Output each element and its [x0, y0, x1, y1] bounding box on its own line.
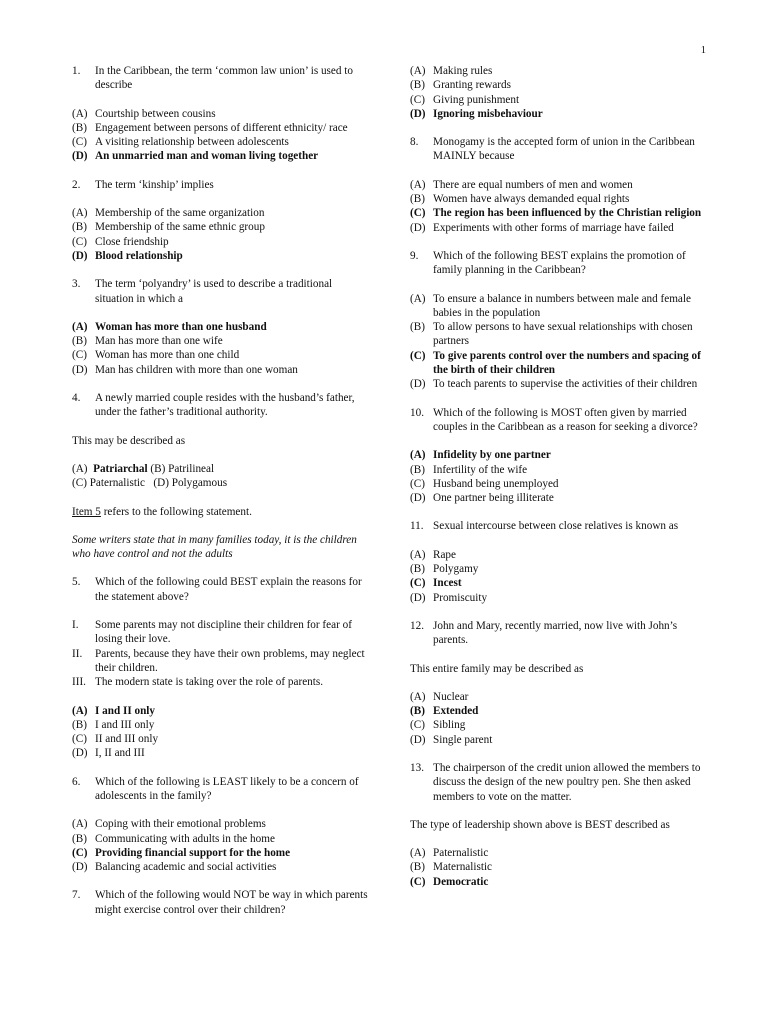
option-letter: (C)	[410, 477, 425, 490]
question-13	[410, 761, 712, 804]
option-d-answer	[410, 107, 712, 121]
option-letter: (A)	[410, 178, 426, 191]
question-text: Which of the following is MOST often given by married couples in the Caribbean as a reason for seeking a divorce?	[433, 406, 698, 433]
option-letter: (B)	[410, 79, 425, 92]
question-3	[72, 277, 372, 306]
described-as-line: This entire family may be described as	[410, 662, 584, 675]
question-number: 4.	[72, 392, 81, 405]
option-letter: (A)	[410, 690, 426, 703]
option-a	[72, 107, 372, 121]
option-letter: (B)	[72, 221, 87, 234]
option-text: Courtship between cousins	[95, 107, 216, 120]
question-number: 7.	[72, 889, 81, 902]
option-c-answer	[72, 846, 372, 860]
option-text: Membership of the same ethnic group	[95, 221, 265, 234]
option-letter: (D)	[410, 107, 426, 120]
option-letter: (A)	[410, 449, 426, 462]
option-letter: (A)	[72, 207, 88, 220]
option-text: The region has been influenced by the Christian religion	[433, 207, 702, 220]
question-text: The chairperson of the credit union allowed the members to discuss the design of the new poultry pen. She then asked members to vote on the matter.	[433, 761, 701, 803]
option-letter: (C)	[410, 207, 426, 220]
option-letter: (C)	[410, 577, 426, 590]
option-a	[410, 690, 712, 704]
option-c-answer	[410, 576, 712, 590]
roman-numeral: III.	[72, 676, 86, 689]
option-text: Infertility of the wife	[433, 463, 528, 476]
roman-item-iii	[72, 675, 372, 689]
options-line-1	[72, 462, 372, 476]
option-text: Close friendship	[95, 235, 169, 248]
option-text: Woman has more than one husband	[95, 320, 267, 333]
option-letter: (C)	[410, 719, 425, 732]
option-letter: (B)	[410, 861, 425, 874]
roman-numeral: II.	[72, 647, 83, 660]
option-text: An unmarried man and woman living together	[95, 150, 319, 163]
option-letter: (B)	[410, 705, 425, 718]
option-d	[72, 363, 372, 377]
option-c	[410, 718, 712, 732]
option-text: Engagement between persons of different ethnicity/ race	[95, 121, 348, 134]
roman-item-ii	[72, 647, 372, 676]
option-letter: (B)	[72, 121, 87, 134]
option-text: Man has more than one wife	[95, 335, 223, 348]
question-text: Which of the following is LEAST likely to be a concern of adolescents in the family?	[95, 775, 359, 802]
option-text: Making rules	[433, 65, 493, 77]
option-letter: (B)	[410, 463, 425, 476]
question-text: Sexual intercourse between close relatives is known as	[433, 520, 679, 533]
option-text: Balancing academic and social activities	[95, 861, 277, 874]
question-number: 10.	[410, 406, 424, 419]
option-text: Nuclear	[433, 690, 469, 703]
option-letter: (C)	[410, 349, 426, 362]
option-a	[72, 817, 372, 831]
option-text: II and III only	[95, 733, 159, 746]
item5-intro	[72, 505, 372, 519]
option-c	[72, 135, 372, 149]
option-letter: (B)	[410, 193, 425, 206]
question-text: Monogamy is the accepted form of union in the Caribbean MAINLY because	[433, 136, 695, 163]
option-text: Giving punishment	[433, 93, 520, 106]
question-text: A newly married couple resides with the husband’s father, under the father’s traditional authority.	[95, 392, 355, 419]
option-b: (B) Patrilineal	[147, 462, 215, 475]
option-letter: (D)	[72, 747, 88, 760]
option-letter: (A)	[72, 462, 94, 475]
option-b	[72, 121, 372, 135]
option-text: I and II only	[95, 704, 156, 717]
option-letter: (B)	[72, 718, 87, 731]
option-c	[410, 93, 712, 107]
option-letter: (C)	[72, 136, 87, 149]
options-line-2: (C) Paternalistic (D) Polygamous	[72, 477, 228, 490]
question-text: Which of the following BEST explains the promotion of family planning in the Caribbean?	[433, 249, 686, 277]
option-text: Incest	[433, 577, 462, 590]
question-number: 1.	[72, 65, 81, 77]
option-a	[410, 64, 712, 78]
question-11	[410, 519, 712, 533]
option-b	[410, 860, 712, 874]
question-text: Which of the following would NOT be way in which parents might exercise control over their children?	[95, 889, 368, 916]
option-letter: (A)	[72, 107, 88, 120]
option-a-answer	[72, 704, 372, 718]
question-number: 11.	[410, 520, 424, 533]
option-letter: (A)	[410, 65, 426, 77]
question-12	[410, 619, 712, 648]
left-column	[72, 64, 372, 917]
option-c	[72, 235, 372, 249]
option-letter: (A)	[72, 704, 88, 717]
option-text: Infidelity by one partner	[433, 449, 551, 462]
question-text: The term ‘polyandry’ is used to describe a traditional situation in which a	[95, 278, 333, 305]
option-letter: (C)	[410, 93, 425, 106]
option-d	[410, 221, 712, 235]
option-letter: (D)	[72, 861, 88, 874]
option-a	[410, 292, 712, 321]
described-as-line: The type of leadership shown above is BEST described as	[410, 818, 670, 831]
option-d	[410, 733, 712, 747]
option-text: Single parent	[433, 733, 493, 746]
option-a	[410, 846, 712, 860]
option-a-answer	[72, 320, 372, 334]
option-b	[72, 718, 372, 732]
option-letter: (C)	[410, 875, 426, 888]
question-number: 6.	[72, 775, 81, 788]
option-b	[72, 220, 372, 234]
question-number: 8.	[410, 136, 419, 149]
option-b	[72, 334, 372, 348]
option-text: One partner being illiterate	[433, 492, 554, 505]
option-b	[410, 78, 712, 92]
option-letter: (C)	[72, 733, 87, 746]
option-letter: (B)	[72, 832, 87, 845]
question-text: In the Caribbean, the term ‘common law union’ is used to describe	[95, 65, 353, 92]
option-text: I, II and III	[95, 747, 145, 760]
option-d	[410, 491, 712, 505]
option-letter: (D)	[410, 492, 426, 505]
question-number: 9.	[410, 249, 419, 262]
option-d	[410, 377, 712, 391]
question-10	[410, 406, 712, 435]
option-text: Democratic	[433, 875, 489, 888]
option-c	[410, 477, 712, 491]
option-a	[410, 548, 712, 562]
question-9	[410, 249, 712, 278]
question-4	[72, 391, 372, 420]
option-letter: (D)	[72, 363, 88, 376]
option-text: Women have always demanded equal rights	[433, 193, 630, 206]
option-text: Maternalistic	[433, 861, 493, 874]
option-d-answer	[72, 249, 372, 263]
option-d	[72, 746, 372, 760]
option-b-answer	[410, 704, 712, 718]
roman-text: Parents, because they have their own problems, may neglect their children.	[95, 647, 365, 674]
option-text: Sibling	[433, 719, 466, 732]
question-text: Which of the following could BEST explain the reasons for the statement above?	[95, 576, 362, 603]
option-text: Man has children with more than one woman	[95, 363, 298, 376]
option-d	[410, 591, 712, 605]
roman-text: Some parents may not discipline their children for fear of losing their love.	[95, 619, 352, 646]
question-8	[410, 135, 712, 164]
option-b	[410, 192, 712, 206]
question-number: 13.	[410, 761, 424, 774]
option-text: Polygamy	[433, 563, 479, 576]
option-letter: (D)	[410, 733, 426, 746]
option-letter: (B)	[72, 335, 87, 348]
option-letter: (D)	[72, 249, 88, 262]
option-c-answer	[410, 206, 712, 220]
option-text: To allow persons to have sexual relationships with chosen partners	[433, 321, 693, 348]
option-text: Coping with their emotional problems	[95, 818, 266, 831]
question-number: 5.	[72, 576, 81, 589]
option-text: To teach parents to supervise the activities of their children	[433, 378, 698, 391]
option-text: There are equal numbers of men and women	[433, 178, 633, 191]
option-text: Communicating with adults in the home	[95, 832, 275, 845]
described-as-line: This may be described as	[72, 434, 186, 447]
roman-item-i	[72, 618, 372, 647]
option-text: Providing financial support for the home	[95, 846, 291, 859]
question-number: 12.	[410, 619, 424, 632]
roman-numeral: I.	[72, 619, 79, 632]
option-letter: (A)	[72, 818, 88, 831]
option-text: Rape	[433, 548, 456, 561]
option-letter: (D)	[410, 221, 426, 234]
option-text: A visiting relationship between adolescents	[95, 136, 289, 149]
item-reference: Item 5	[72, 505, 101, 518]
question-text: John and Mary, recently married, now live with John’s parents.	[433, 619, 678, 647]
statement: Some writers state that in many families today, it is the children who have control and not the adults	[72, 533, 357, 561]
option-text: I and III only	[95, 718, 155, 731]
option-text: Promiscuity	[433, 591, 488, 604]
roman-text: The modern state is taking over the role of parents.	[95, 676, 324, 689]
option-a	[410, 178, 712, 192]
option-b	[410, 463, 712, 477]
option-text: Granting rewards	[433, 79, 511, 92]
option-letter: (D)	[410, 591, 426, 604]
option-text: To ensure a balance in numbers between male and female babies in the population	[433, 292, 691, 319]
option-c-answer	[410, 875, 712, 889]
option-c-answer	[410, 349, 712, 378]
question-6	[72, 775, 372, 804]
option-a-answer	[410, 448, 712, 462]
option-letter: (D)	[410, 378, 426, 391]
question-text: The term ‘kinship’ implies	[95, 178, 214, 191]
option-d-answer	[72, 149, 372, 163]
option-letter: (C)	[72, 846, 88, 859]
option-letter: (A)	[410, 847, 426, 860]
option-letter: (A)	[72, 320, 88, 333]
option-b	[410, 562, 712, 576]
option-text: Woman has more than one child	[95, 349, 240, 362]
right-column	[410, 64, 712, 889]
option-d	[72, 860, 372, 874]
question-1	[72, 64, 372, 93]
option-text: Husband being unemployed	[433, 477, 559, 490]
option-letter: (B)	[410, 563, 425, 576]
question-number: 2.	[72, 178, 81, 191]
question-7	[72, 888, 372, 917]
question-number: 3.	[72, 278, 81, 291]
item-intro-text: refers to the following statement.	[100, 505, 252, 518]
option-b	[72, 832, 372, 846]
option-text: Membership of the same organization	[95, 207, 265, 220]
option-text: To give parents control over the numbers and spacing of the birth of their children	[433, 349, 701, 377]
option-a	[72, 206, 372, 220]
option-a-answer: Patriarchal	[93, 462, 148, 475]
option-text: Experiments with other forms of marriage have failed	[433, 221, 674, 234]
option-letter: (C)	[72, 235, 87, 248]
option-c	[72, 732, 372, 746]
page-number: 1	[700, 45, 706, 56]
question-2	[72, 178, 372, 192]
option-letter: (A)	[410, 548, 426, 561]
option-text: Paternalistic	[433, 847, 489, 860]
option-letter: (D)	[72, 150, 88, 163]
option-c	[72, 348, 372, 362]
option-letter: (A)	[410, 292, 426, 305]
question-5	[72, 575, 372, 604]
option-text: Ignoring misbehaviour	[433, 107, 543, 120]
option-text: Blood relationship	[95, 249, 183, 262]
option-letter: (C)	[72, 349, 87, 362]
option-b	[410, 320, 712, 349]
option-letter: (B)	[410, 321, 425, 334]
option-text: Extended	[433, 705, 479, 718]
